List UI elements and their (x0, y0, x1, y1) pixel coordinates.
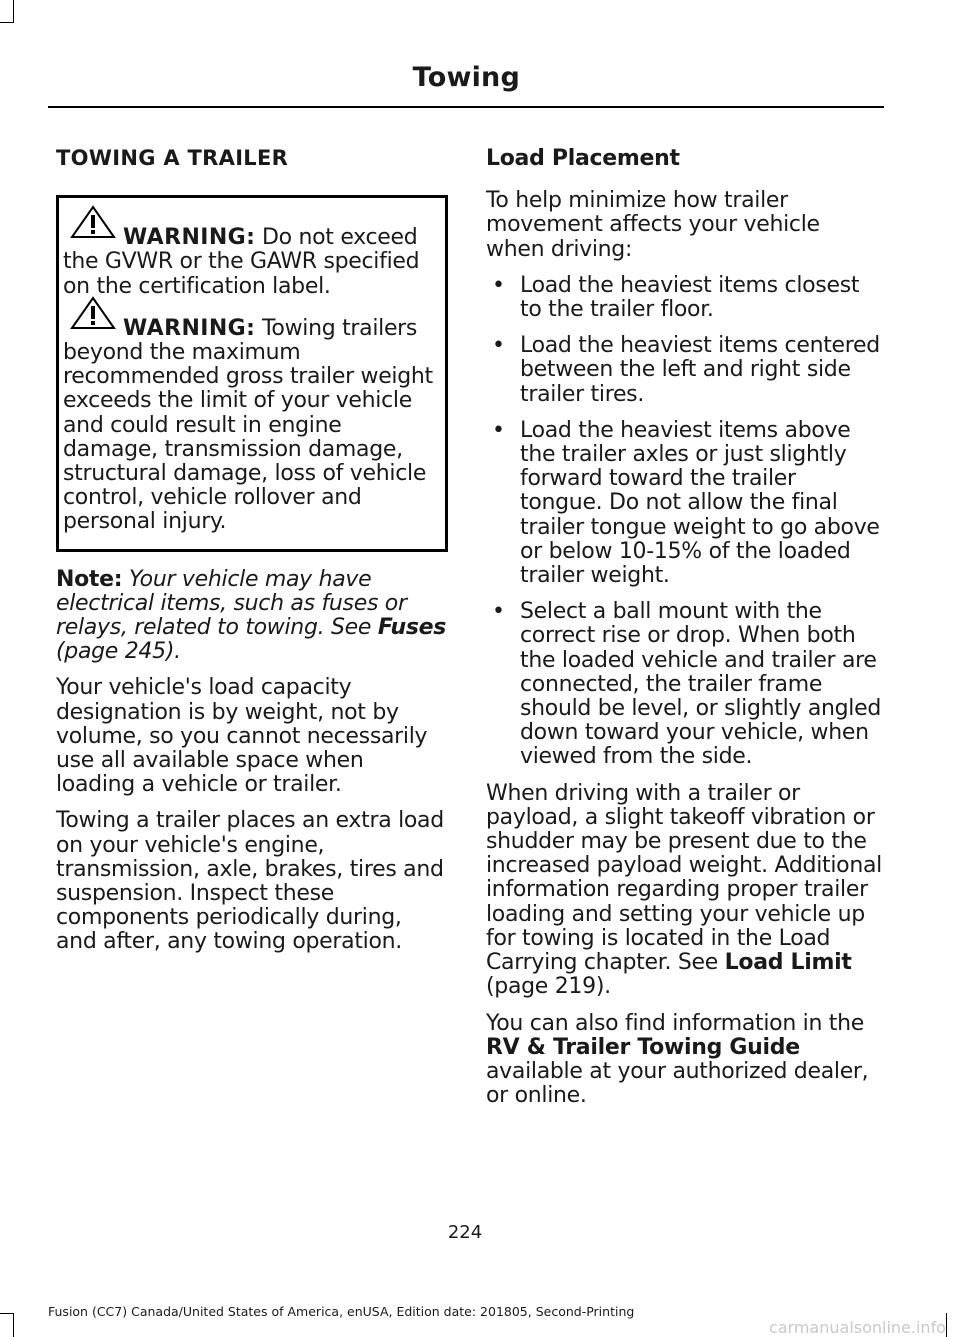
warning-box (56, 195, 448, 551)
paragraph-text: When driving with a trailer or payload, a slight takeoff vibration or shudder may be present due to the increased payload weight. Additional information regarding proper trailer loading and setting your vehicle up for towing is located in the Load Carrying chapter. See (486, 780, 882, 976)
fuses-link[interactable]: Fuses (377, 615, 447, 641)
section-heading: TOWING A TRAILER (56, 146, 289, 170)
rv-trailer-towing-guide-link[interactable]: RV & Trailer Towing Guide (486, 1034, 800, 1060)
paragraph-text: available at your authorized dealer, or online. (486, 1058, 869, 1109)
crop-mark-top-left-horizontal (0, 22, 14, 23)
header-rule (48, 106, 884, 108)
list-item: • Load the heaviest items closest to the trailer floor. (486, 274, 882, 322)
crop-mark-bottom-left-horizontal (0, 1313, 14, 1314)
warning-triangle-icon (69, 204, 117, 240)
body-paragraph (486, 782, 882, 1000)
note-text: Your vehicle may have electrical items, such as fuses or relays, related to towing. See (56, 566, 407, 641)
crop-mark-top-left-vertical (13, 0, 14, 22)
list-item: • Load the heaviest items above the trailer axles or just slightly forward toward the trailer tongue. Do not allow the final trailer tongue weight to go above or below 10-15% of the loaded trailer weight. (486, 419, 882, 588)
warning-item (63, 226, 439, 299)
page-number: 224 (447, 1222, 483, 1243)
body-paragraph: Towing a trailer places an extra load on your vehicle's engine, transmission, axle, brakes, tires and suspension. Inspect these components periodically during, and after, any towing operation. (56, 808, 444, 955)
paragraph-text: You can also find information in the (486, 1010, 865, 1036)
footer-edition-info: Fusion (CC7) Canada/United States of America, enUSA, Edition date: 201805, Second-Printing (48, 1304, 635, 1319)
note-paragraph (56, 568, 448, 665)
note-label: Note: (56, 566, 123, 592)
intro-paragraph: To help minimize how trailer movement affects your vehicle when driving: (486, 188, 820, 262)
watermark: carmanualsonline.info (768, 1318, 946, 1337)
warning-text: Do not exceed the GVWR or the GAWR specified on the certification label. (63, 225, 420, 299)
note-page-ref: (page 245). (56, 639, 181, 665)
warning-text: Towing trailers beyond the maximum recommended gross trailer weight exceeds the limit of your vehicle and could result in engine damage, transmission damage, structural damage, loss of vehicle control, vehicle rollover and personal injury. (63, 315, 433, 535)
body-paragraph (486, 1012, 882, 1109)
list-item: • Load the heaviest items centered between the left and right side trailer tires. (486, 334, 882, 407)
load-limit-link[interactable]: Load Limit (724, 950, 852, 976)
left-column (56, 140, 448, 967)
bullet-list (486, 274, 882, 770)
subsection-heading: Load Placement (486, 146, 680, 171)
warning-label: WARNING: (123, 315, 256, 341)
page-header-title: Towing (412, 62, 520, 93)
warning-label: WARNING: (123, 225, 256, 251)
right-column (486, 140, 882, 1120)
body-paragraph: Your vehicle's load capacity designation is by weight, not by volume, so you cannot necessarily use all available space when loading a vehicle or trailer. (56, 675, 428, 798)
crop-mark-bottom-left-vertical (13, 1313, 14, 1337)
warning-triangle-icon (69, 295, 117, 331)
warning-item (63, 317, 439, 535)
page-ref: (page 219). (486, 974, 611, 1000)
list-item: • Select a ball mount with the correct rise or drop. When both the loaded vehicle and trailer are connected, the trailer frame should be level, or slightly angled down toward your vehicle, when viewed from the side. (486, 600, 882, 769)
crop-mark-bottom-right-vertical (946, 1313, 947, 1337)
